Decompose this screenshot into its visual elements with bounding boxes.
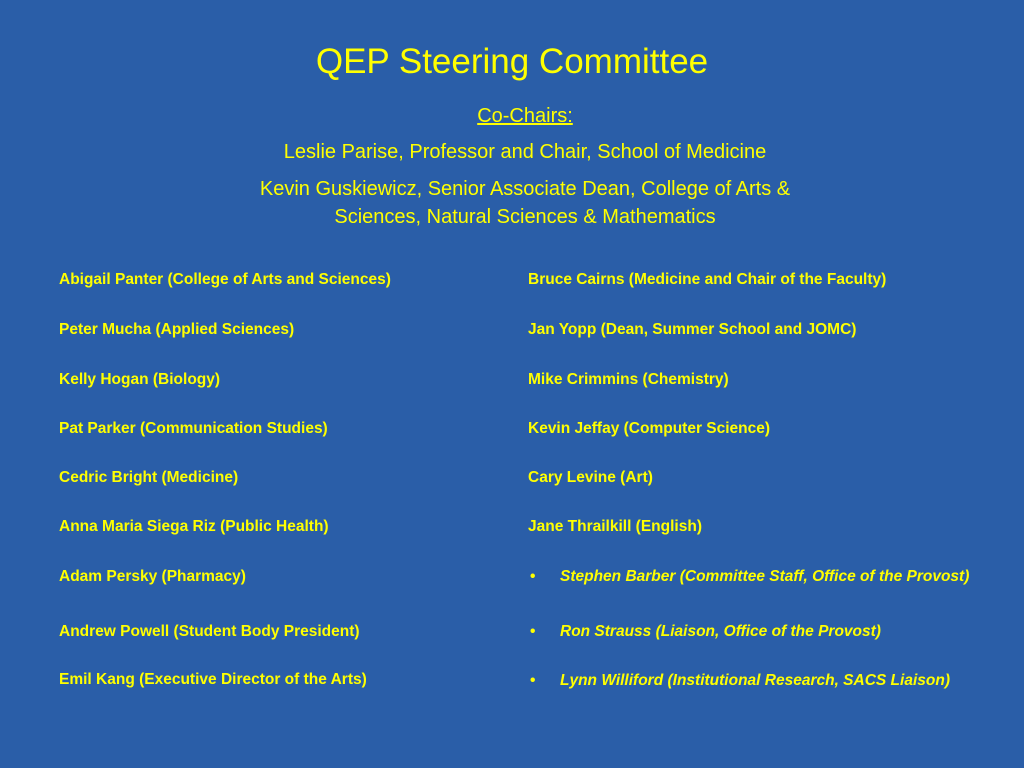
staff-item-2	[528, 618, 998, 645]
member-left-1: Abigail Panter (College of Arts and Sciences)	[59, 271, 391, 288]
co-chair-1: Leslie Parise, Professor and Chair, School of Medicine	[283, 141, 767, 163]
bullet-icon: •	[530, 568, 536, 585]
member-left-2: Peter Mucha (Applied Sciences)	[59, 321, 295, 338]
member-right-3: Mike Crimmins (Chemistry)	[528, 371, 729, 388]
member-right-2: Jan Yopp (Dean, Summer School and JOMC)	[528, 321, 857, 338]
co-chair-2	[0, 175, 1024, 231]
member-left-7: Adam Persky (Pharmacy)	[59, 568, 246, 585]
staff-item-3-text: Lynn Williford (Institutional Research, SACS Liaison)	[560, 672, 950, 689]
member-right-1: Bruce Cairns (Medicine and Chair of the Faculty)	[528, 271, 887, 288]
staff-item-1	[528, 563, 998, 590]
co-chairs-label: Co-Chairs:	[477, 105, 573, 127]
member-left-3: Kelly Hogan (Biology)	[59, 371, 221, 388]
member-left-4: Pat Parker (Communication Studies)	[59, 420, 328, 437]
co-chair-2-line-1: Kevin Guskiewicz, Senior Associate Dean, College of Arts &	[259, 178, 791, 200]
staff-item-2-text: Ron Strauss (Liaison, Office of the Provost)	[560, 623, 881, 640]
member-right-4: Kevin Jeffay (Computer Science)	[528, 420, 771, 437]
member-left-9: Emil Kang (Executive Director of the Arts)	[59, 671, 367, 688]
bullet-icon: •	[530, 623, 536, 640]
staff-item-3	[528, 667, 998, 694]
member-right-6: Jane Thrailkill (English)	[528, 518, 702, 535]
member-left-6: Anna Maria Siega Riz (Public Health)	[59, 518, 329, 535]
staff-item-1-text: Stephen Barber (Committee Staff, Office of the Provost)	[560, 568, 970, 585]
member-right-5: Cary Levine (Art)	[528, 469, 653, 486]
member-left-5: Cedric Bright (Medicine)	[59, 469, 239, 486]
bullet-icon: •	[530, 672, 536, 689]
co-chair-2-line-2: Sciences, Natural Sciences & Mathematics	[334, 206, 716, 228]
member-left-8: Andrew Powell (Student Body President)	[59, 623, 360, 640]
slide-title: QEP Steering Committee	[315, 42, 709, 81]
